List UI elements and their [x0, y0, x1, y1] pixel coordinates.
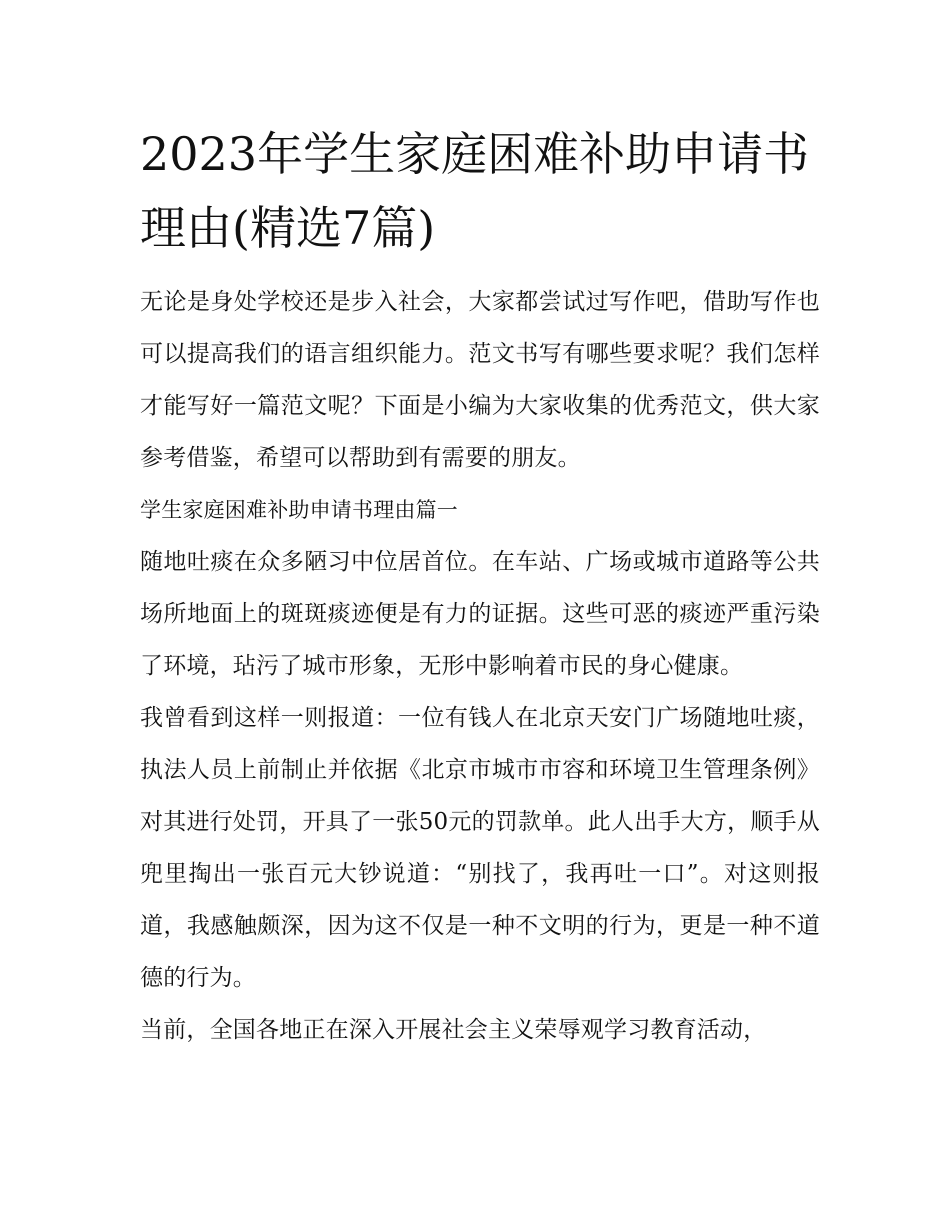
body-paragraph-2: 我曾看到这样一则报道：一位有钱人在北京天安门广场随地吐痰，执法人员上前制止并依据《北京市城市市容和环境卫生管理条例》对其进行处罚，开具了一张50元的罚款单。此人出手大方，顺手从兜里掏出一张百元大钞说道：“别找了，我再吐一口”。对这则报道，我感触颇深，因为这不仅是一种不文明的行为，更是一种不道德的行为。	[140, 705, 820, 991]
body-paragraph-1: 随地吐痰在众多陋习中位居首位。在车站、广场或城市道路等公共场所地面上的斑斑痰迹便是有力的证据。这些可恶的痰迹严重污染了环境，玷污了城市形象，无形中影响着市民的身心健康。	[140, 549, 820, 679]
intro-paragraph: 无论是身处学校还是步入社会，大家都尝试过写作吧，借助写作也可以提高我们的语言组织能力。范文书写有哪些要求呢？我们怎样才能写好一篇范文呢？下面是小编为大家收集的优秀范文，供大家参考借鉴，希望可以帮助到有需要的朋友。	[140, 289, 820, 471]
section-heading: 学生家庭困难补助申请书理由篇一	[140, 498, 458, 522]
body-paragraph-3: 当前，全国各地正在深入开展社会主义荣辱观学习教育活动，	[140, 1017, 767, 1043]
document-body	[140, 276, 820, 1056]
document-title: 2023年学生家庭困难补助申请书理由(精选7篇)	[140, 127, 810, 255]
